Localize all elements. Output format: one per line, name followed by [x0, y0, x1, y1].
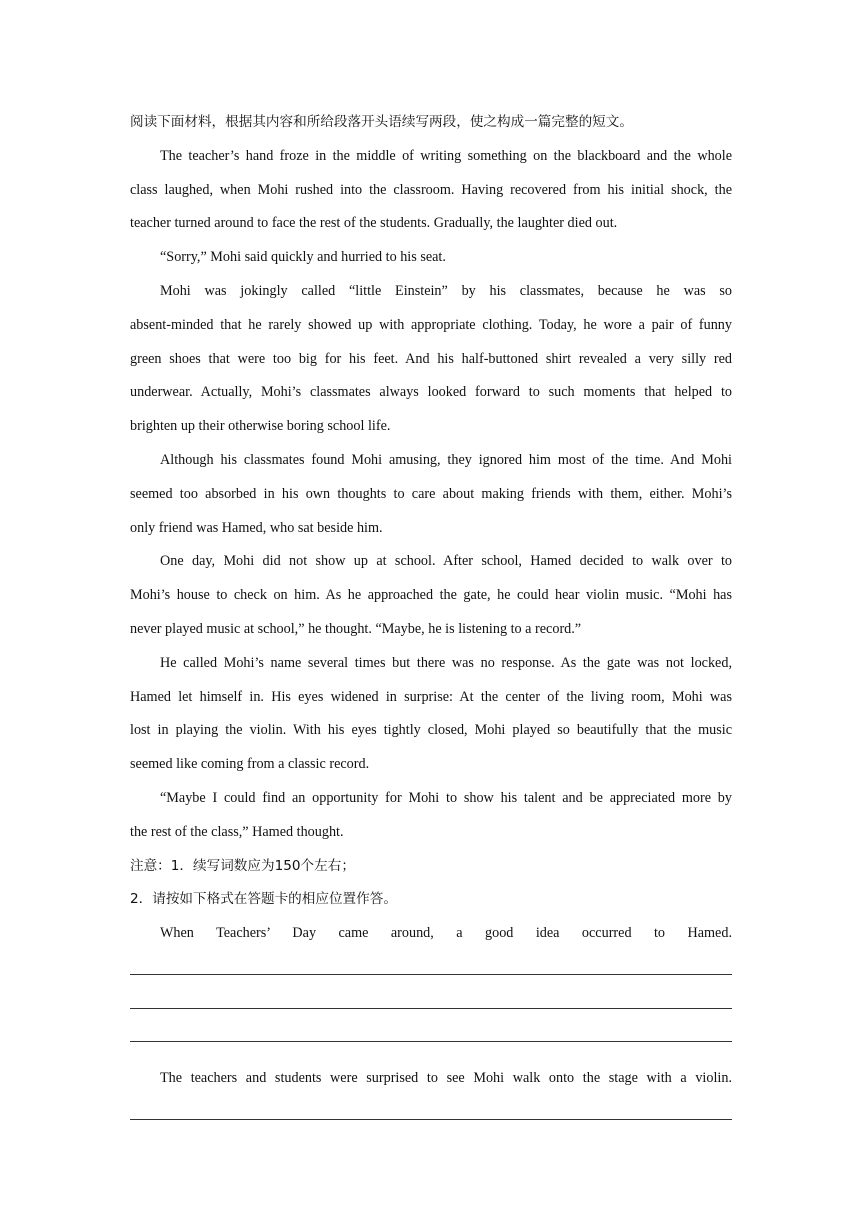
passage-line: Hamed let himself in. His eyes widened in surprise: At the center of the living room, Mohi was [130, 688, 732, 705]
answer-line[interactable] [130, 985, 732, 1019]
passage-line: absent-minded that he rarely showed up with appropriate clothing. Today, he wore a pair of funny [130, 316, 732, 333]
passage-line: Mohi’s house to check on him. As he approached the gate, he could hear violin music. “Mohi has [130, 587, 732, 604]
answer-rule [130, 1041, 732, 1042]
document-body [130, 106, 732, 1130]
passage-line: “Maybe I could find an opportunity for Mohi to show his talent and be appreciated more by [160, 789, 732, 806]
passage-line: The teacher’s hand froze in the middle of writing something on the blackboard and the whole [160, 147, 732, 164]
passage-line: seemed like coming from a classic record. [130, 756, 370, 773]
answer-line[interactable] [130, 1096, 732, 1130]
task-instruction: 阅读下面材料，根据其内容和所给段落开头语续写两段，使之构成一篇完整的短文。 [130, 114, 633, 130]
answer-line[interactable] [130, 951, 732, 985]
passage-line: only friend was Hamed, who sat beside him. [130, 519, 383, 536]
passage-line: He called Mohi’s name several times but there was no response. As the gate was not locked, [160, 654, 732, 671]
passage-line: brighten up their otherwise boring school life. [130, 418, 391, 435]
passage-line: Although his classmates found Mohi amusing, they ignored him most of the time. And Mohi [160, 451, 732, 468]
answer-line[interactable] [130, 1019, 732, 1053]
section-gap [130, 1052, 732, 1062]
passage-line: “Sorry,” Mohi said quickly and hurried to his seat. [160, 249, 446, 266]
answer-rule [130, 974, 732, 975]
passage-line: green shoes that were too big for his feet. And his half-buttoned shirt revealed a very silly red [130, 350, 732, 367]
passage-line: seemed too absorbed in his own thoughts to care about making friends with them, either. Mohi’s [130, 485, 732, 502]
continuation-prompt-1: When Teachers’ Day came around, a good idea occurred to Hamed. [160, 925, 732, 942]
answer-rule [130, 1008, 732, 1009]
passage-line: underwear. Actually, Mohi’s classmates always looked forward to such moments that helped to [130, 384, 732, 401]
answer-rule [130, 1119, 732, 1120]
note-answer-format: 2．请按如下格式在答题卡的相应位置作答。 [130, 891, 397, 908]
continuation-prompt-2: The teachers and students were surprised to see Mohi walk onto the stage with a violin. [160, 1070, 732, 1087]
passage-line: Mohi was jokingly called “little Einstein” by his classmates, because he was so [160, 282, 732, 299]
passage-line: the rest of the class,” Hamed thought. [130, 823, 344, 840]
passage-line: One day, Mohi did not show up at school. After school, Hamed decided to walk over to [160, 553, 732, 570]
passage-line: teacher turned around to face the rest of the students. Gradually, the laughter died out. [130, 215, 618, 232]
passage-line: class laughed, when Mohi rushed into the classroom. Having recovered from his initial shock, the [130, 181, 732, 198]
passage-line: never played music at school,” he thought. “Maybe, he is listening to a record.” [130, 620, 582, 637]
passage-line: lost in playing the violin. With his eyes tightly closed, Mohi played so beautifully that the music [130, 722, 732, 739]
note-word-count: 注意：1．续写词数应为150个左右； [130, 857, 355, 874]
